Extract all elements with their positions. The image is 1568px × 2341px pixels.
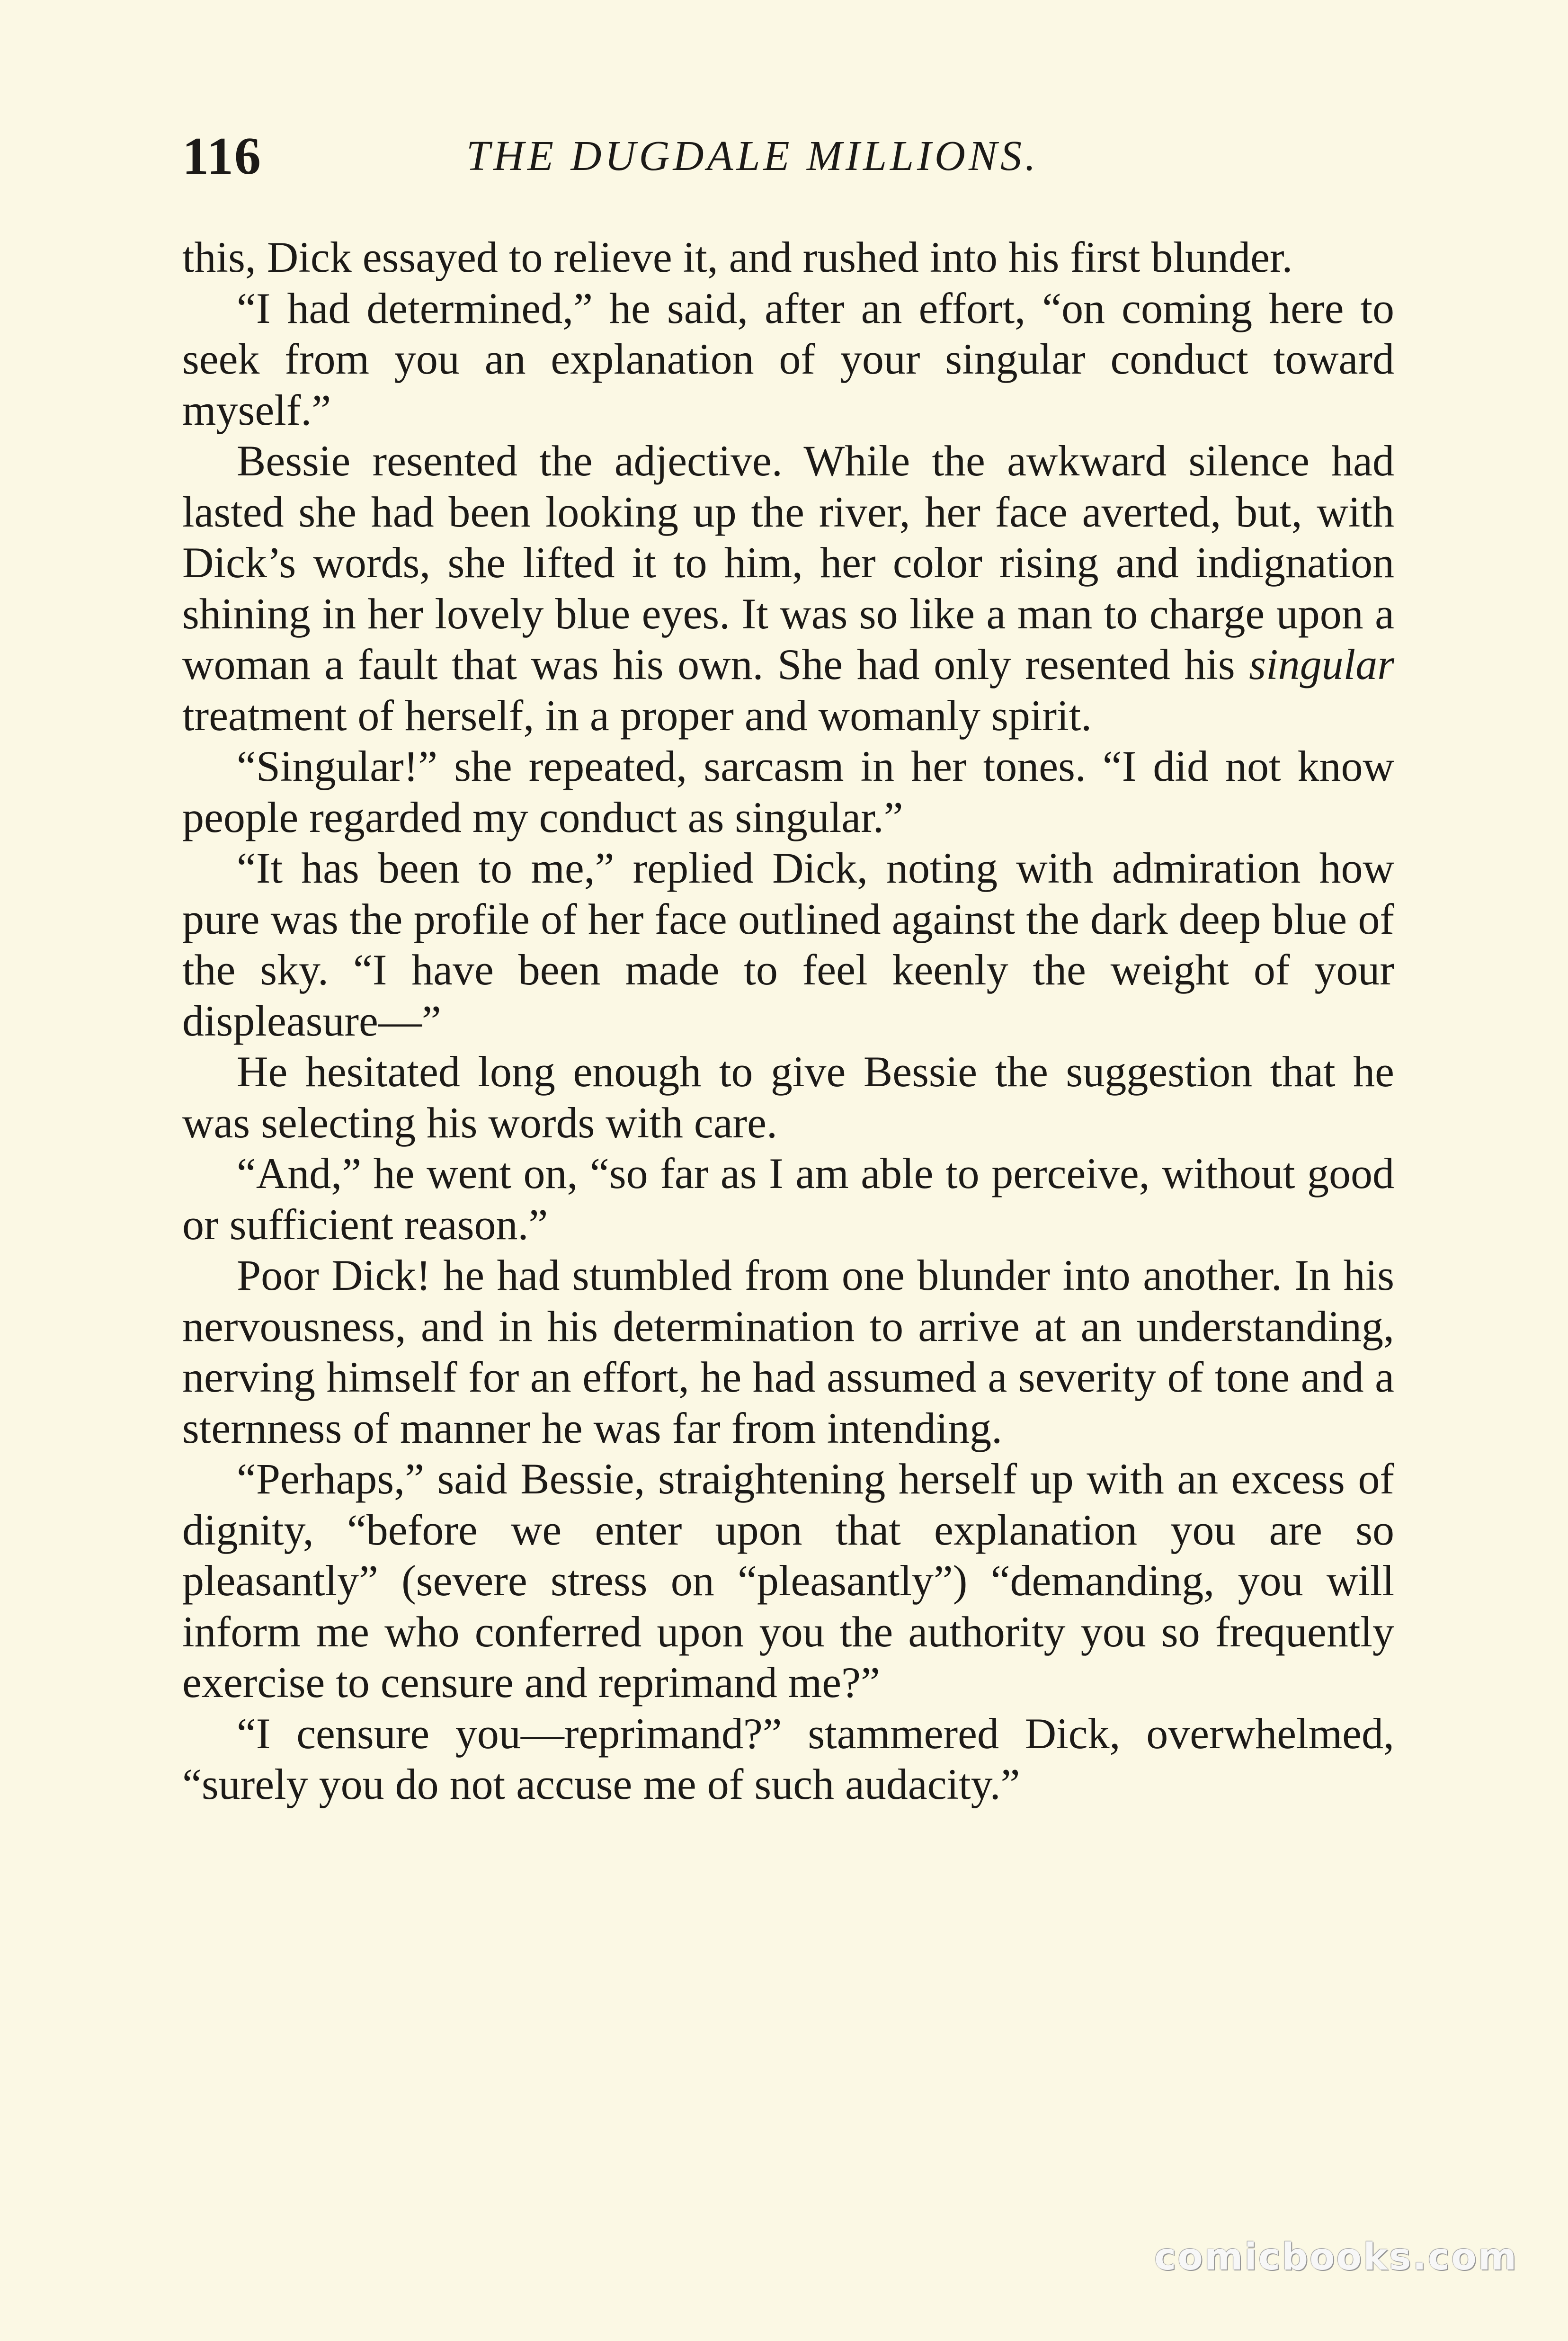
paragraph: this, Dick essayed to relieve it, and rushed into his first blunder. [182,233,1293,281]
emphasis: singular [1249,640,1394,688]
paragraph: “Singular!” she repeated, sarcasm in her tones. “I did not know people regarded my conduct as singular.” [182,742,1394,841]
running-head: THE DUGDALE MILLIONS. [466,133,1039,179]
paragraph: “I censure you—reprimand?” stammered Dick, overwhelmed, “surely you do not accuse me of such audacity.” [182,1709,1394,1808]
paragraph: “Perhaps,” said Bessie, straightening herself up with an excess of dignity, “before we enter upon that explanation you are so pleasantly” (severe stress on “pleasantly”) “demanding, you will inform me who conferred upon you the authority you so frequently exercise to censure and reprimand me?” [182,1455,1394,1707]
page-header [182,118,1394,194]
body-text [182,232,1394,1810]
paragraph: He hesitated long enough to give Bessie the suggestion that he was selecting his words with care. [182,1047,1394,1147]
paragraph: Poor Dick! he had stumbled from one blunder into another. In his nervousness, and in his determination to arrive at an understanding, nerving himself for an effort, he had assumed a severity of tone and a sternness of manner he was far from intending. [182,1251,1394,1452]
paragraph: Bessie resented the adjective. While the awkward silence had lasted she had been looking up the river, her face averted, but, with Dick’s words, she lifted it to him, her color rising and indignation shining in her lovely blue eyes. It was so like a man to charge upon a woman a fault that was his own. She had only resented his singular treatment of herself, in a proper and womanly spirit. [182,437,1394,740]
paragraph: “And,” he went on, “so far as I am able to perceive, without good or sufficient reason.” [182,1149,1394,1249]
watermark: comicbooks.com [1154,2236,1518,2278]
page-number: 116 [182,127,262,186]
paragraph: “It has been to me,” replied Dick, noting with admiration how pure was the profile of her face outlined against the dark deep blue of the sky. “I have been made to feel keenly the weight of your displeasure—” [182,844,1394,1045]
paragraph: “I had determined,” he said, after an effort, “on coming here to seek from you an explanation of your singular conduct toward myself.” [182,284,1394,434]
